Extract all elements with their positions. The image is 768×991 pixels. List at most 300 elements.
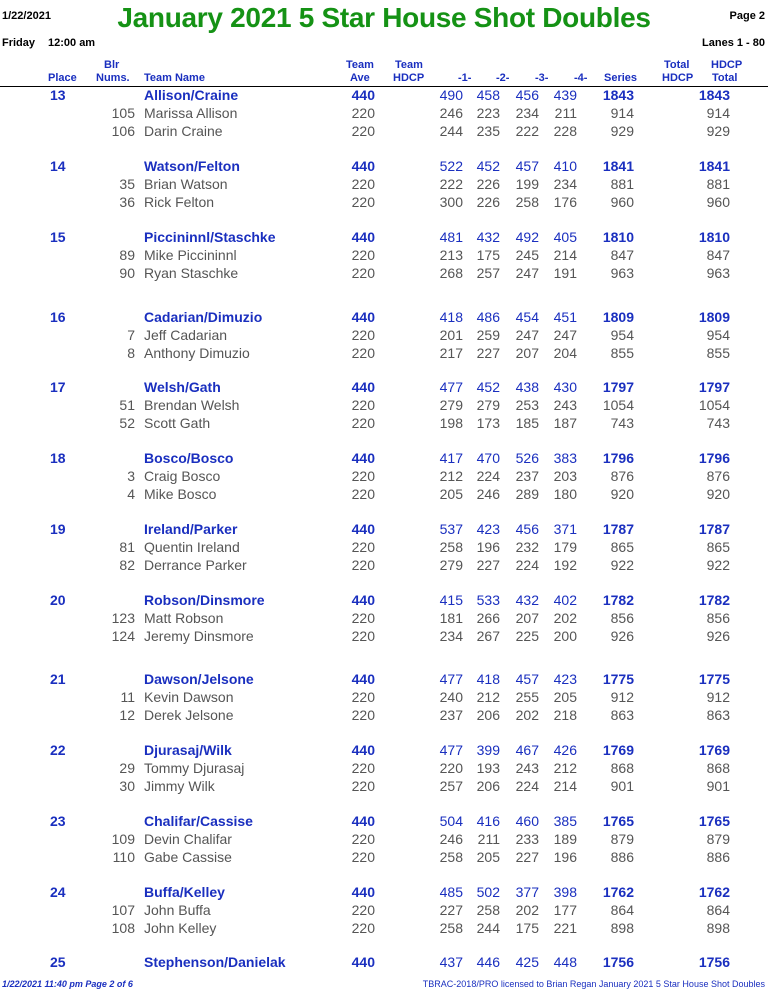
- bowler-g4: 218: [553, 707, 577, 723]
- team-g4: 426: [553, 742, 577, 758]
- bowler-series: 886: [610, 849, 634, 865]
- col-team-ave-top: Team: [346, 59, 374, 71]
- bowler-ave: 220: [351, 920, 375, 936]
- bowler-hdcp-total: 963: [706, 265, 730, 281]
- team-row: [0, 309, 768, 327]
- team-ave: 440: [351, 742, 375, 758]
- player-row: [0, 105, 768, 123]
- bowler-ave: 220: [351, 265, 375, 281]
- bowler-number: 110: [112, 849, 135, 865]
- player-row: [0, 920, 768, 938]
- bowler-series: 901: [610, 778, 634, 794]
- team-g4: 410: [553, 158, 577, 174]
- bowler-g4: 192: [553, 557, 577, 573]
- bowler-ave: 220: [351, 176, 375, 192]
- bowler-name: Jimmy Wilk: [144, 778, 215, 794]
- bowler-series: 920: [610, 486, 634, 502]
- team-hdcp-total: 1843: [698, 87, 730, 103]
- bowler-g3: 224: [515, 778, 539, 794]
- bowler-number: 51: [119, 397, 135, 413]
- bowler-g4: 180: [553, 486, 577, 502]
- player-row: [0, 176, 768, 194]
- player-row: [0, 760, 768, 778]
- bowler-name: Derrance Parker: [144, 557, 247, 573]
- col-total-hdcp-bottom: HDCP: [662, 72, 694, 84]
- bowler-hdcp-total: 922: [706, 557, 730, 573]
- bowler-series: 847: [610, 247, 634, 263]
- team-row: [0, 158, 768, 176]
- team-g2: 452: [476, 379, 500, 395]
- bowler-number: 29: [119, 760, 135, 776]
- bowler-g3: 185: [515, 415, 539, 431]
- bowler-hdcp-total: 898: [706, 920, 730, 936]
- bowler-name: Quentin Ireland: [144, 539, 240, 555]
- team-ave: 440: [351, 884, 375, 900]
- team-g2: 470: [476, 450, 500, 466]
- bowler-g4: 176: [553, 194, 577, 210]
- team-row: [0, 450, 768, 468]
- bowler-g4: 221: [553, 920, 577, 936]
- report-date: 1/22/2021: [2, 10, 51, 22]
- col-hdcp-total-bottom: Total: [712, 72, 738, 84]
- bowler-number: 52: [119, 415, 135, 431]
- col-team-ave-bottom: Ave: [350, 72, 370, 84]
- bowler-g3: 202: [515, 902, 539, 918]
- bowler-g3: 222: [515, 123, 539, 139]
- page-number: Page 2: [729, 10, 765, 22]
- team-ave: 440: [351, 671, 375, 687]
- team-place: 16: [50, 309, 66, 325]
- bowler-g3: 289: [515, 486, 539, 502]
- team-g4: 371: [553, 521, 577, 537]
- bowler-g3: 202: [515, 707, 539, 723]
- bowler-g3: 247: [515, 265, 539, 281]
- team-place: 15: [50, 229, 66, 245]
- bowler-g3: 253: [515, 397, 539, 413]
- col-team-name: Team Name: [144, 72, 205, 84]
- col-team-hdcp-top: Team: [395, 59, 423, 71]
- team-g4: 451: [553, 309, 577, 325]
- bowler-g4: 234: [553, 176, 577, 192]
- bowler-hdcp-total: 868: [706, 760, 730, 776]
- team-g3: 432: [515, 592, 539, 608]
- bowler-hdcp-total: 863: [706, 707, 730, 723]
- team-place: 18: [50, 450, 66, 466]
- bowler-g2: 206: [476, 778, 500, 794]
- col-game3: -3-: [535, 72, 549, 84]
- team-g4: 383: [553, 450, 577, 466]
- team-series: 1782: [602, 592, 634, 608]
- team-name: Djurasaj/Wilk: [144, 742, 232, 758]
- bowler-g3: 234: [515, 105, 539, 121]
- team-g3: 377: [515, 884, 539, 900]
- team-g3: 457: [515, 158, 539, 174]
- bowler-g2: 235: [476, 123, 500, 139]
- bowler-ave: 220: [351, 397, 375, 413]
- player-row: [0, 689, 768, 707]
- bowler-g2: 205: [476, 849, 500, 865]
- col-hdcp-total-top: HDCP: [711, 59, 743, 71]
- team-g4: 398: [553, 884, 577, 900]
- bowler-hdcp-total: 929: [706, 123, 730, 139]
- bowler-hdcp-total: 881: [706, 176, 730, 192]
- bowler-hdcp-total: 879: [706, 831, 730, 847]
- team-hdcp-total: 1756: [698, 954, 730, 970]
- player-row: [0, 415, 768, 433]
- bowler-g1: 234: [439, 628, 463, 644]
- team-g2: 399: [476, 742, 500, 758]
- bowler-hdcp-total: 847: [706, 247, 730, 263]
- bowler-g2: 267: [476, 628, 500, 644]
- team-g1: 477: [439, 379, 463, 395]
- team-series: 1787: [602, 521, 634, 537]
- bowler-ave: 220: [351, 415, 375, 431]
- team-hdcp-total: 1809: [698, 309, 730, 325]
- bowler-g4: 189: [553, 831, 577, 847]
- bowler-g2: 206: [476, 707, 500, 723]
- team-row: [0, 954, 768, 972]
- bowler-g4: 177: [553, 902, 577, 918]
- bowler-series: 856: [610, 610, 634, 626]
- bowler-g3: 245: [515, 247, 539, 263]
- bowler-number: 109: [111, 831, 135, 847]
- bowler-g2: 226: [476, 194, 500, 210]
- team-place: 23: [50, 813, 66, 829]
- team-name: Dawson/Jelsone: [144, 671, 254, 687]
- bowler-g4: 214: [553, 247, 577, 263]
- bowler-name: Matt Robson: [144, 610, 224, 626]
- bowler-hdcp-total: 856: [706, 610, 730, 626]
- bowler-g1: 258: [439, 539, 463, 555]
- bowler-g4: 196: [553, 849, 577, 865]
- team-place: 24: [50, 884, 66, 900]
- team-name: Stephenson/Danielak: [144, 954, 286, 970]
- bowler-ave: 220: [351, 760, 375, 776]
- team-g4: 448: [553, 954, 577, 970]
- player-row: [0, 831, 768, 849]
- bowler-ave: 220: [351, 689, 375, 705]
- bowler-g4: 203: [553, 468, 577, 484]
- team-g1: 490: [439, 87, 463, 103]
- team-series: 1843: [602, 87, 634, 103]
- bowler-number: 12: [119, 707, 135, 723]
- team-name: Watson/Felton: [144, 158, 240, 174]
- bowler-number: 35: [119, 176, 135, 192]
- team-series: 1841: [602, 158, 634, 174]
- bowler-series: 898: [610, 920, 634, 936]
- team-g2: 452: [476, 158, 500, 174]
- bowler-g1: 257: [439, 778, 463, 794]
- bowler-series: 1054: [602, 397, 634, 413]
- team-g1: 537: [439, 521, 463, 537]
- bowler-hdcp-total: 954: [706, 327, 730, 343]
- player-row: [0, 194, 768, 212]
- team-ave: 440: [351, 87, 375, 103]
- team-g3: 460: [515, 813, 539, 829]
- bowler-series: 960: [610, 194, 634, 210]
- team-row: [0, 229, 768, 247]
- bowler-ave: 220: [351, 557, 375, 573]
- bowler-g2: 257: [476, 265, 500, 281]
- bowler-hdcp-total: 920: [706, 486, 730, 502]
- player-row: [0, 265, 768, 283]
- team-name: Piccininnl/Staschke: [144, 229, 276, 245]
- bowler-number: 105: [111, 105, 135, 121]
- bowler-name: Jeremy Dinsmore: [144, 628, 254, 644]
- bowler-series: 868: [610, 760, 634, 776]
- team-g2: 446: [476, 954, 500, 970]
- team-g3: 467: [515, 742, 539, 758]
- player-row: [0, 610, 768, 628]
- bowler-g1: 217: [439, 345, 463, 361]
- bowler-g4: 212: [553, 760, 577, 776]
- bowler-g3: 255: [515, 689, 539, 705]
- team-g4: 430: [553, 379, 577, 395]
- bowler-ave: 220: [351, 345, 375, 361]
- team-name: Chalifar/Cassise: [144, 813, 253, 829]
- team-hdcp-total: 1810: [698, 229, 730, 245]
- bowler-g1: 213: [439, 247, 463, 263]
- team-place: 20: [50, 592, 66, 608]
- bowler-series: 864: [610, 902, 634, 918]
- bowler-hdcp-total: 901: [706, 778, 730, 794]
- bowler-number: 123: [111, 610, 135, 626]
- bowler-series: 963: [610, 265, 634, 281]
- bowler-hdcp-total: 855: [706, 345, 730, 361]
- team-series: 1765: [602, 813, 634, 829]
- bowler-ave: 220: [351, 194, 375, 210]
- team-series: 1756: [602, 954, 634, 970]
- bowler-g1: 181: [439, 610, 463, 626]
- bowler-g2: 223: [476, 105, 500, 121]
- team-place: 13: [50, 87, 66, 103]
- report-title: January 2021 5 Star House Shot Doubles: [117, 2, 651, 33]
- bowler-ave: 220: [351, 247, 375, 263]
- team-hdcp-total: 1775: [698, 671, 730, 687]
- bowler-g1: 279: [439, 397, 463, 413]
- footer-license: TBRAC-2018/PRO licensed to Brian Regan January 2021 5 Star House Shot Doubles: [422, 979, 765, 989]
- team-g3: 526: [515, 450, 539, 466]
- bowler-g3: 199: [515, 176, 539, 192]
- bowler-g1: 258: [439, 849, 463, 865]
- bowler-number: 82: [119, 557, 135, 573]
- team-name: Allison/Craine: [144, 87, 239, 103]
- team-g4: 423: [553, 671, 577, 687]
- team-g4: 385: [553, 813, 577, 829]
- bowler-g1: 279: [439, 557, 463, 573]
- team-g4: 402: [553, 592, 577, 608]
- bowler-series: 855: [610, 345, 634, 361]
- team-series: 1762: [602, 884, 634, 900]
- team-hdcp-total: 1796: [698, 450, 730, 466]
- bowler-number: 11: [120, 689, 135, 705]
- team-g3: 456: [515, 521, 539, 537]
- bowler-number: 4: [127, 486, 135, 502]
- bowler-g3: 232: [515, 539, 539, 555]
- team-g1: 522: [439, 158, 463, 174]
- team-g1: 504: [439, 813, 463, 829]
- bowler-g2: 212: [476, 689, 500, 705]
- bowler-number: 90: [119, 265, 135, 281]
- report-day: Friday: [2, 37, 36, 49]
- bowler-ave: 220: [351, 468, 375, 484]
- team-name: Robson/Dinsmore: [144, 592, 265, 608]
- team-ave: 440: [351, 309, 375, 325]
- bowler-number: 124: [111, 628, 135, 644]
- bowler-g1: 246: [439, 831, 463, 847]
- player-row: [0, 247, 768, 265]
- bowler-hdcp-total: 865: [706, 539, 730, 555]
- team-place: 14: [50, 158, 66, 174]
- bowler-g3: 233: [515, 831, 539, 847]
- bowler-g3: 227: [515, 849, 539, 865]
- team-ave: 440: [351, 521, 375, 537]
- team-ave: 440: [351, 592, 375, 608]
- team-series: 1797: [602, 379, 634, 395]
- bowler-g3: 225: [515, 628, 539, 644]
- bowler-g3: 258: [515, 194, 539, 210]
- bowler-name: Kevin Dawson: [144, 689, 234, 705]
- col-total-hdcp-top: Total: [664, 59, 690, 71]
- bowler-g2: 246: [476, 486, 500, 502]
- bowler-g1: 237: [439, 707, 463, 723]
- bowler-series: 881: [610, 176, 634, 192]
- bowler-ave: 220: [351, 327, 375, 343]
- bowler-name: Derek Jelsone: [144, 707, 234, 723]
- bowler-name: Mike Piccininnl: [144, 247, 237, 263]
- team-g1: 477: [439, 742, 463, 758]
- team-hdcp-total: 1841: [698, 158, 730, 174]
- team-g3: 438: [515, 379, 539, 395]
- bowler-name: Devin Chalifar: [144, 831, 232, 847]
- bowler-series: 922: [610, 557, 634, 573]
- bowler-g4: 204: [553, 345, 577, 361]
- lanes-range: Lanes 1 - 80: [702, 37, 765, 49]
- team-g3: 457: [515, 671, 539, 687]
- bowler-g4: 202: [553, 610, 577, 626]
- bowler-number: 107: [111, 902, 135, 918]
- team-ave: 440: [351, 229, 375, 245]
- bowler-number: 30: [119, 778, 135, 794]
- team-hdcp-total: 1782: [698, 592, 730, 608]
- bowler-name: John Buffa: [144, 902, 211, 918]
- bowler-series: 876: [610, 468, 634, 484]
- bowler-name: Anthony Dimuzio: [144, 345, 250, 361]
- bowler-g4: 247: [553, 327, 577, 343]
- team-row: [0, 87, 768, 105]
- team-g1: 485: [439, 884, 463, 900]
- team-series: 1769: [602, 742, 634, 758]
- bowler-g2: 258: [476, 902, 500, 918]
- bowler-ave: 220: [351, 539, 375, 555]
- bowler-g3: 207: [515, 345, 539, 361]
- team-name: Cadarian/Dimuzio: [144, 309, 263, 325]
- bowler-g2: 211: [477, 831, 500, 847]
- bowler-g1: 300: [439, 194, 463, 210]
- bowler-g4: 191: [553, 265, 577, 281]
- bowler-name: Scott Gath: [144, 415, 211, 431]
- team-series: 1796: [602, 450, 634, 466]
- player-row: [0, 778, 768, 796]
- team-place: 17: [50, 379, 66, 395]
- bowler-g3: 243: [515, 760, 539, 776]
- bowler-g1: 201: [439, 327, 463, 343]
- bowler-g2: 227: [476, 557, 500, 573]
- bowler-hdcp-total: 960: [706, 194, 730, 210]
- bowler-g2: 193: [476, 760, 500, 776]
- bowler-ave: 220: [351, 628, 375, 644]
- bowler-name: Brendan Welsh: [144, 397, 240, 413]
- bowler-name: Tommy Djurasaj: [144, 760, 245, 776]
- bowler-series: 914: [610, 105, 634, 121]
- player-row: [0, 707, 768, 725]
- bowler-name: Rick Felton: [144, 194, 215, 210]
- team-row: [0, 521, 768, 539]
- bowler-hdcp-total: 864: [706, 902, 730, 918]
- bowler-ave: 220: [351, 123, 375, 139]
- team-row: [0, 592, 768, 610]
- bowler-name: Gabe Cassise: [144, 849, 232, 865]
- bowler-number: 3: [127, 468, 135, 484]
- bowler-ave: 220: [351, 831, 375, 847]
- team-row: [0, 742, 768, 760]
- bowler-name: Ryan Staschke: [144, 265, 239, 281]
- bowler-number: 7: [127, 327, 135, 343]
- bowler-ave: 220: [351, 778, 375, 794]
- team-g2: 423: [476, 521, 500, 537]
- bowler-g2: 266: [476, 610, 500, 626]
- team-ave: 440: [351, 450, 375, 466]
- bowler-series: 863: [610, 707, 634, 723]
- col-game1: -1-: [458, 72, 472, 84]
- bowler-g2: 226: [476, 176, 500, 192]
- col-blr-top: Blr: [104, 59, 120, 71]
- team-g2: 416: [476, 813, 500, 829]
- team-ave: 440: [351, 813, 375, 829]
- bowler-name: Brian Watson: [144, 176, 228, 192]
- bowler-g4: 200: [553, 628, 577, 644]
- team-g2: 502: [476, 884, 500, 900]
- team-row: [0, 379, 768, 397]
- bowler-series: 912: [610, 689, 634, 705]
- bowler-number: 89: [119, 247, 135, 263]
- team-g1: 415: [439, 592, 463, 608]
- bowler-series: 954: [610, 327, 634, 343]
- team-hdcp-total: 1797: [698, 379, 730, 395]
- team-g1: 418: [439, 309, 463, 325]
- bowler-hdcp-total: 886: [706, 849, 730, 865]
- bowler-name: Jeff Cadarian: [144, 327, 228, 343]
- bowler-number: 108: [111, 920, 135, 936]
- bowler-g3: 175: [515, 920, 539, 936]
- bowler-name: Craig Bosco: [144, 468, 221, 484]
- bowler-series: 743: [610, 415, 634, 431]
- col-place: Place: [48, 72, 77, 84]
- col-game4: -4-: [574, 72, 588, 84]
- player-row: [0, 397, 768, 415]
- team-g2: 533: [476, 592, 500, 608]
- team-row: [0, 671, 768, 689]
- bowler-g2: 244: [476, 920, 500, 936]
- bowler-g4: 179: [553, 539, 577, 555]
- bowler-hdcp-total: 914: [706, 105, 730, 121]
- team-g3: 456: [515, 87, 539, 103]
- player-row: [0, 345, 768, 363]
- bowler-g2: 175: [476, 247, 500, 263]
- bowler-g1: 240: [439, 689, 463, 705]
- team-ave: 440: [351, 954, 375, 970]
- bowler-series: 929: [610, 123, 634, 139]
